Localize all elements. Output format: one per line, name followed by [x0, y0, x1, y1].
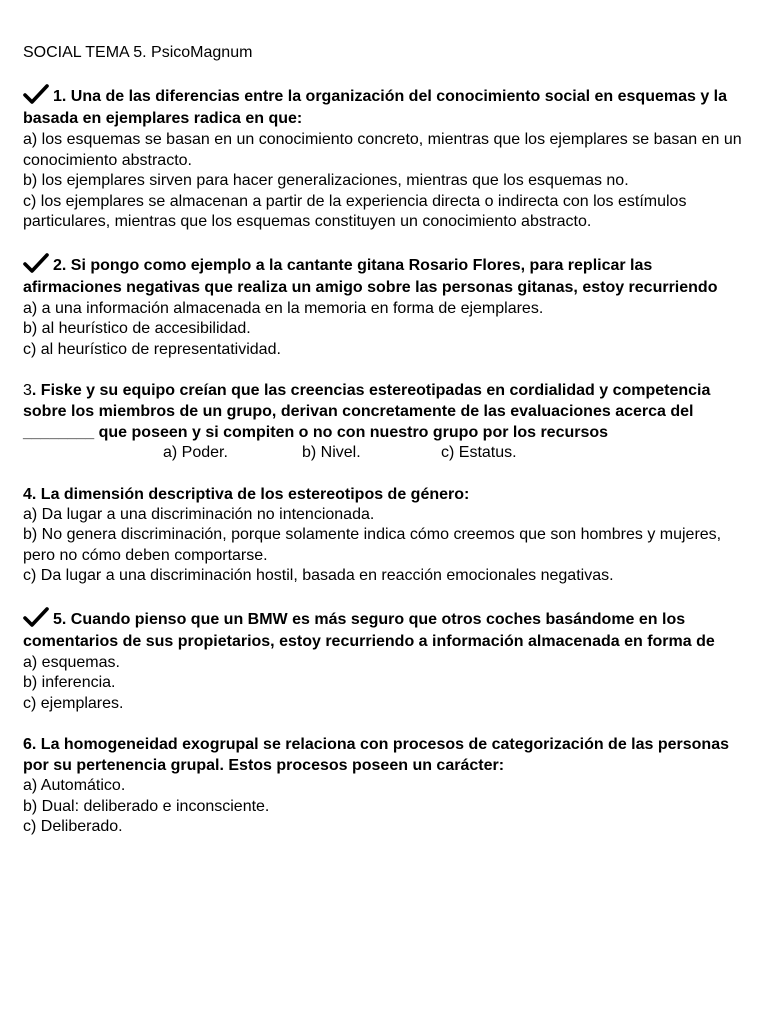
question-3	[23, 380, 745, 464]
question-5-option-a: a) esquemas.	[23, 653, 120, 671]
question-4-option-a: a) Da lugar a una discriminación no intencionada.	[23, 505, 375, 523]
checkmark-icon	[23, 253, 49, 273]
question-5	[23, 607, 745, 715]
question-1	[23, 84, 745, 233]
document-title: SOCIAL TEMA 5. PsicoMagnum	[23, 44, 253, 61]
question-1-text: 1. Una de las diferencias entre la organización del conocimiento social en esquemas y la basada en ejemplares radica en que:	[23, 88, 728, 127]
question-3-text: . Fiske y su equipo creían que las creencias estereotipadas en cordialidad y competencia sobre los miembros de un grupo, derivan concretamente de las evaluaciones acerca del ________ que poseen y si compiten o no con nuestro grupo por los recursos	[23, 382, 711, 441]
question-3-number: 3	[23, 382, 32, 399]
question-2-option-a: a) a una información almacenada en la memoria en forma de ejemplares.	[23, 299, 544, 317]
question-5-option-c: c) ejemplares.	[23, 694, 124, 712]
question-2-option-b: b) al heurístico de accesibilidad.	[23, 320, 251, 337]
question-6-option-b: b) Dual: deliberado e inconsciente.	[23, 797, 270, 815]
question-6-option-a: a) Automático.	[23, 777, 126, 794]
question-3-option-b: b) Nivel.	[302, 444, 361, 461]
question-4-option-b: b) No genera discriminación, porque solamente indica cómo creemos que son hombres y mujeres, pero no cómo deben comportarse.	[23, 526, 722, 564]
checkmark-icon	[23, 607, 49, 627]
question-3-option-a: a) Poder.	[163, 444, 228, 461]
checkmark-icon	[23, 84, 49, 104]
question-2-option-c: c) al heurístico de representatividad.	[23, 340, 281, 358]
question-4-heading	[23, 484, 745, 505]
question-3-options	[23, 443, 745, 464]
question-4-option-c: c) Da lugar a una discriminación hostil, basada en reacción emocionales negativas.	[23, 567, 614, 584]
question-5-text: 5. Cuando pienso que un BMW es más seguro que otros coches basándome en los comentarios de sus propietarios, estoy recurriendo a información almacenada en forma de	[23, 610, 715, 650]
question-2-text: 2. Si pongo como ejemplo a la cantante gitana Rosario Flores, para replicar las afirmaciones negativas que realiza un amigo sobre las personas gitanas, estoy recurriendo	[23, 256, 718, 296]
question-2-heading	[23, 253, 745, 299]
question-4	[23, 484, 745, 587]
question-5-option-b: b) inferencia.	[23, 674, 116, 691]
question-3-option-c: c) Estatus.	[441, 444, 517, 461]
question-1-option-a: a) los esquemas se basan en un conocimiento concreto, mientras que los ejemplares se basan en un conocimiento abstracto.	[23, 131, 742, 169]
question-1-heading	[23, 84, 745, 130]
question-4-text: 4. La dimensión descriptiva de los estereotipos de género:	[23, 485, 470, 503]
question-2	[23, 253, 745, 361]
question-6-option-c: c) Deliberado.	[23, 818, 123, 835]
question-5-heading	[23, 607, 745, 653]
question-1-option-c: c) los ejemplares se almacenan a partir de la experiencia directa o indirecta con los estímulos particulares, mientras que los esquemas constituyen un conocimiento abstracto.	[23, 192, 687, 230]
question-6-text: 6. La homogeneidad exogrupal se relaciona con procesos de categorización de las personas por su pertenencia grupal. Estos procesos poseen un carácter:	[23, 736, 729, 774]
question-6	[23, 734, 745, 838]
question-3-heading	[23, 380, 745, 443]
question-6-heading	[23, 734, 745, 776]
question-1-option-b: b) los ejemplares sirven para hacer generalizaciones, mientras que los esquemas no.	[23, 172, 629, 189]
document-page	[23, 42, 745, 858]
